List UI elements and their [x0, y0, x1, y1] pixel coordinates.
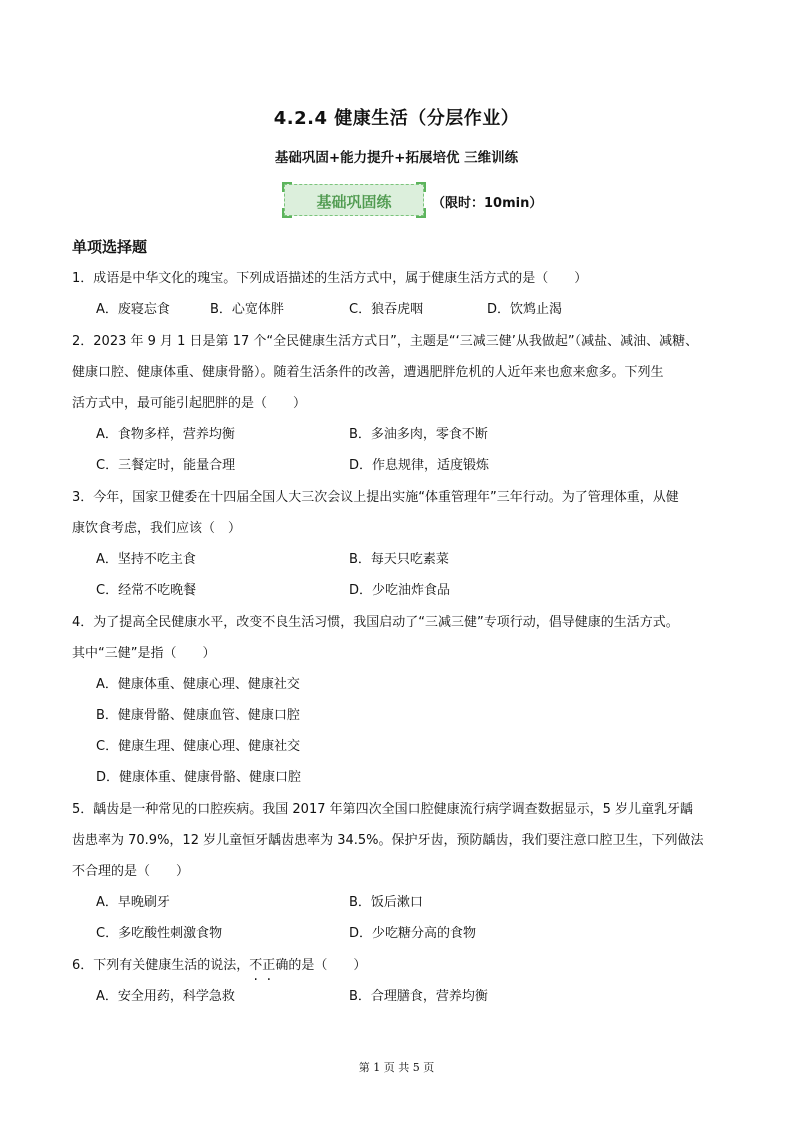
question-5-option-b: B．饭后漱口 [349, 895, 423, 910]
question-5-option-c: C．多吃酸性刺激食物 [96, 926, 223, 941]
question-5-line-3: 不合理的是（ ） [72, 864, 190, 879]
question-1-option-a: A．废寝忘食 [96, 302, 170, 317]
question-5-option-a: A．早晚刷牙 [96, 895, 170, 910]
question-4-option-c: C．健康生理、健康心理、健康社交 [96, 739, 301, 754]
question-2-option-b: B．多油多肉，零食不断 [349, 427, 488, 442]
question-6-stem-end: 确的是（ ） [275, 958, 367, 973]
badge-label: 基础巩固练 [316, 193, 392, 211]
question-2-line-1: 2．2023 年 9 月 1 日是第 17 个“全民健康生活方式日”，主题是“‘三减三健’从我做起”（减盐、减油、减糖、 [72, 334, 699, 349]
question-3-option-b: B．每天只吃素菜 [349, 552, 449, 567]
time-limit: （限时：10min） [432, 196, 543, 211]
worksheet-title: 4.2.4 健康生活（分层作业） [273, 108, 520, 129]
question-4-option-d: D．健康体重、健康骨骼、健康口腔 [96, 770, 302, 785]
question-3-line-1: 3．今年，国家卫健委在十四届全国人大三次会议上提出实施“体重管理年”三年行动。为了管理体重，从健 [72, 490, 679, 505]
question-2-line-3: 活方式中，最可能引起肥胖的是（ ） [72, 396, 307, 411]
question-5-line-2: 齿患率为 70.9%，12 岁儿童恒牙龋齿患率为 34.5%。保护牙齿，预防龋齿，我们要注意口腔卫生，下列做法 [72, 833, 704, 848]
question-6-emphasis-2: 正 [262, 958, 276, 973]
worksheet-subtitle: 基础巩固+能力提升+拓展培优 三维训练 [274, 150, 519, 166]
question-4-option-b: B．健康骨骼、健康血管、健康口腔 [96, 708, 300, 723]
question-6-option-b: B．合理膳食，营养均衡 [349, 989, 488, 1004]
section-badge [284, 184, 424, 216]
question-3-option-a: A．坚持不吃主食 [96, 552, 196, 567]
question-3-option-c: C．经常不吃晚餐 [96, 583, 197, 598]
question-1-stem: 1．成语是中华文化的瑰宝。下列成语描述的生活方式中，属于健康生活方式的是（ ） [72, 271, 588, 286]
question-2-line-2: 健康口腔、健康体重、健康骨骼）。随着生活条件的改善，遭遇肥胖危机的人近年来也愈来愈多。下列生 [72, 365, 664, 380]
question-3-line-2: 康饮食考虑，我们应该（ ） [72, 521, 242, 536]
question-6-option-a: A．安全用药，科学急救 [96, 989, 235, 1004]
section-title: 单项选择题 [72, 238, 148, 256]
question-2-option-d: D．作息规律，适度锻炼 [349, 458, 490, 473]
question-6-emphasis-1: 不 [249, 958, 263, 973]
question-5-line-1: 5．龋齿是一种常见的口腔疾病。我国 2017 年第四次全国口腔健康流行病学调查数据显示，5 岁儿童乳牙龋 [72, 802, 694, 817]
question-1-option-b: B．心宽体胖 [210, 302, 284, 317]
question-2-option-a: A．食物多样，营养均衡 [96, 427, 235, 442]
question-4-option-a: A．健康体重、健康心理、健康社交 [96, 677, 300, 692]
question-4-line-1: 4．为了提高全民健康水平，改变不良生活习惯，我国启动了“三减三健”专项行动，倡导健康的生活方式。 [72, 615, 679, 630]
question-1-option-c: C．狼吞虎咽 [349, 302, 424, 317]
question-1-option-d: D．饮鸩止渴 [487, 302, 563, 317]
page-footer: 第 1 页 共 5 页 [358, 1061, 435, 1074]
question-3-option-d: D．少吃油炸食品 [349, 583, 451, 598]
question-4-line-2: 其中“三健”是指（ ） [72, 646, 216, 661]
question-5-option-d: D．少吃糖分高的食物 [349, 926, 477, 941]
question-6-stem [72, 957, 366, 975]
question-6-stem-start: 6．下列有关健康生活的说法， [72, 958, 250, 973]
question-2-option-c: C．三餐定时，能量合理 [96, 458, 236, 473]
